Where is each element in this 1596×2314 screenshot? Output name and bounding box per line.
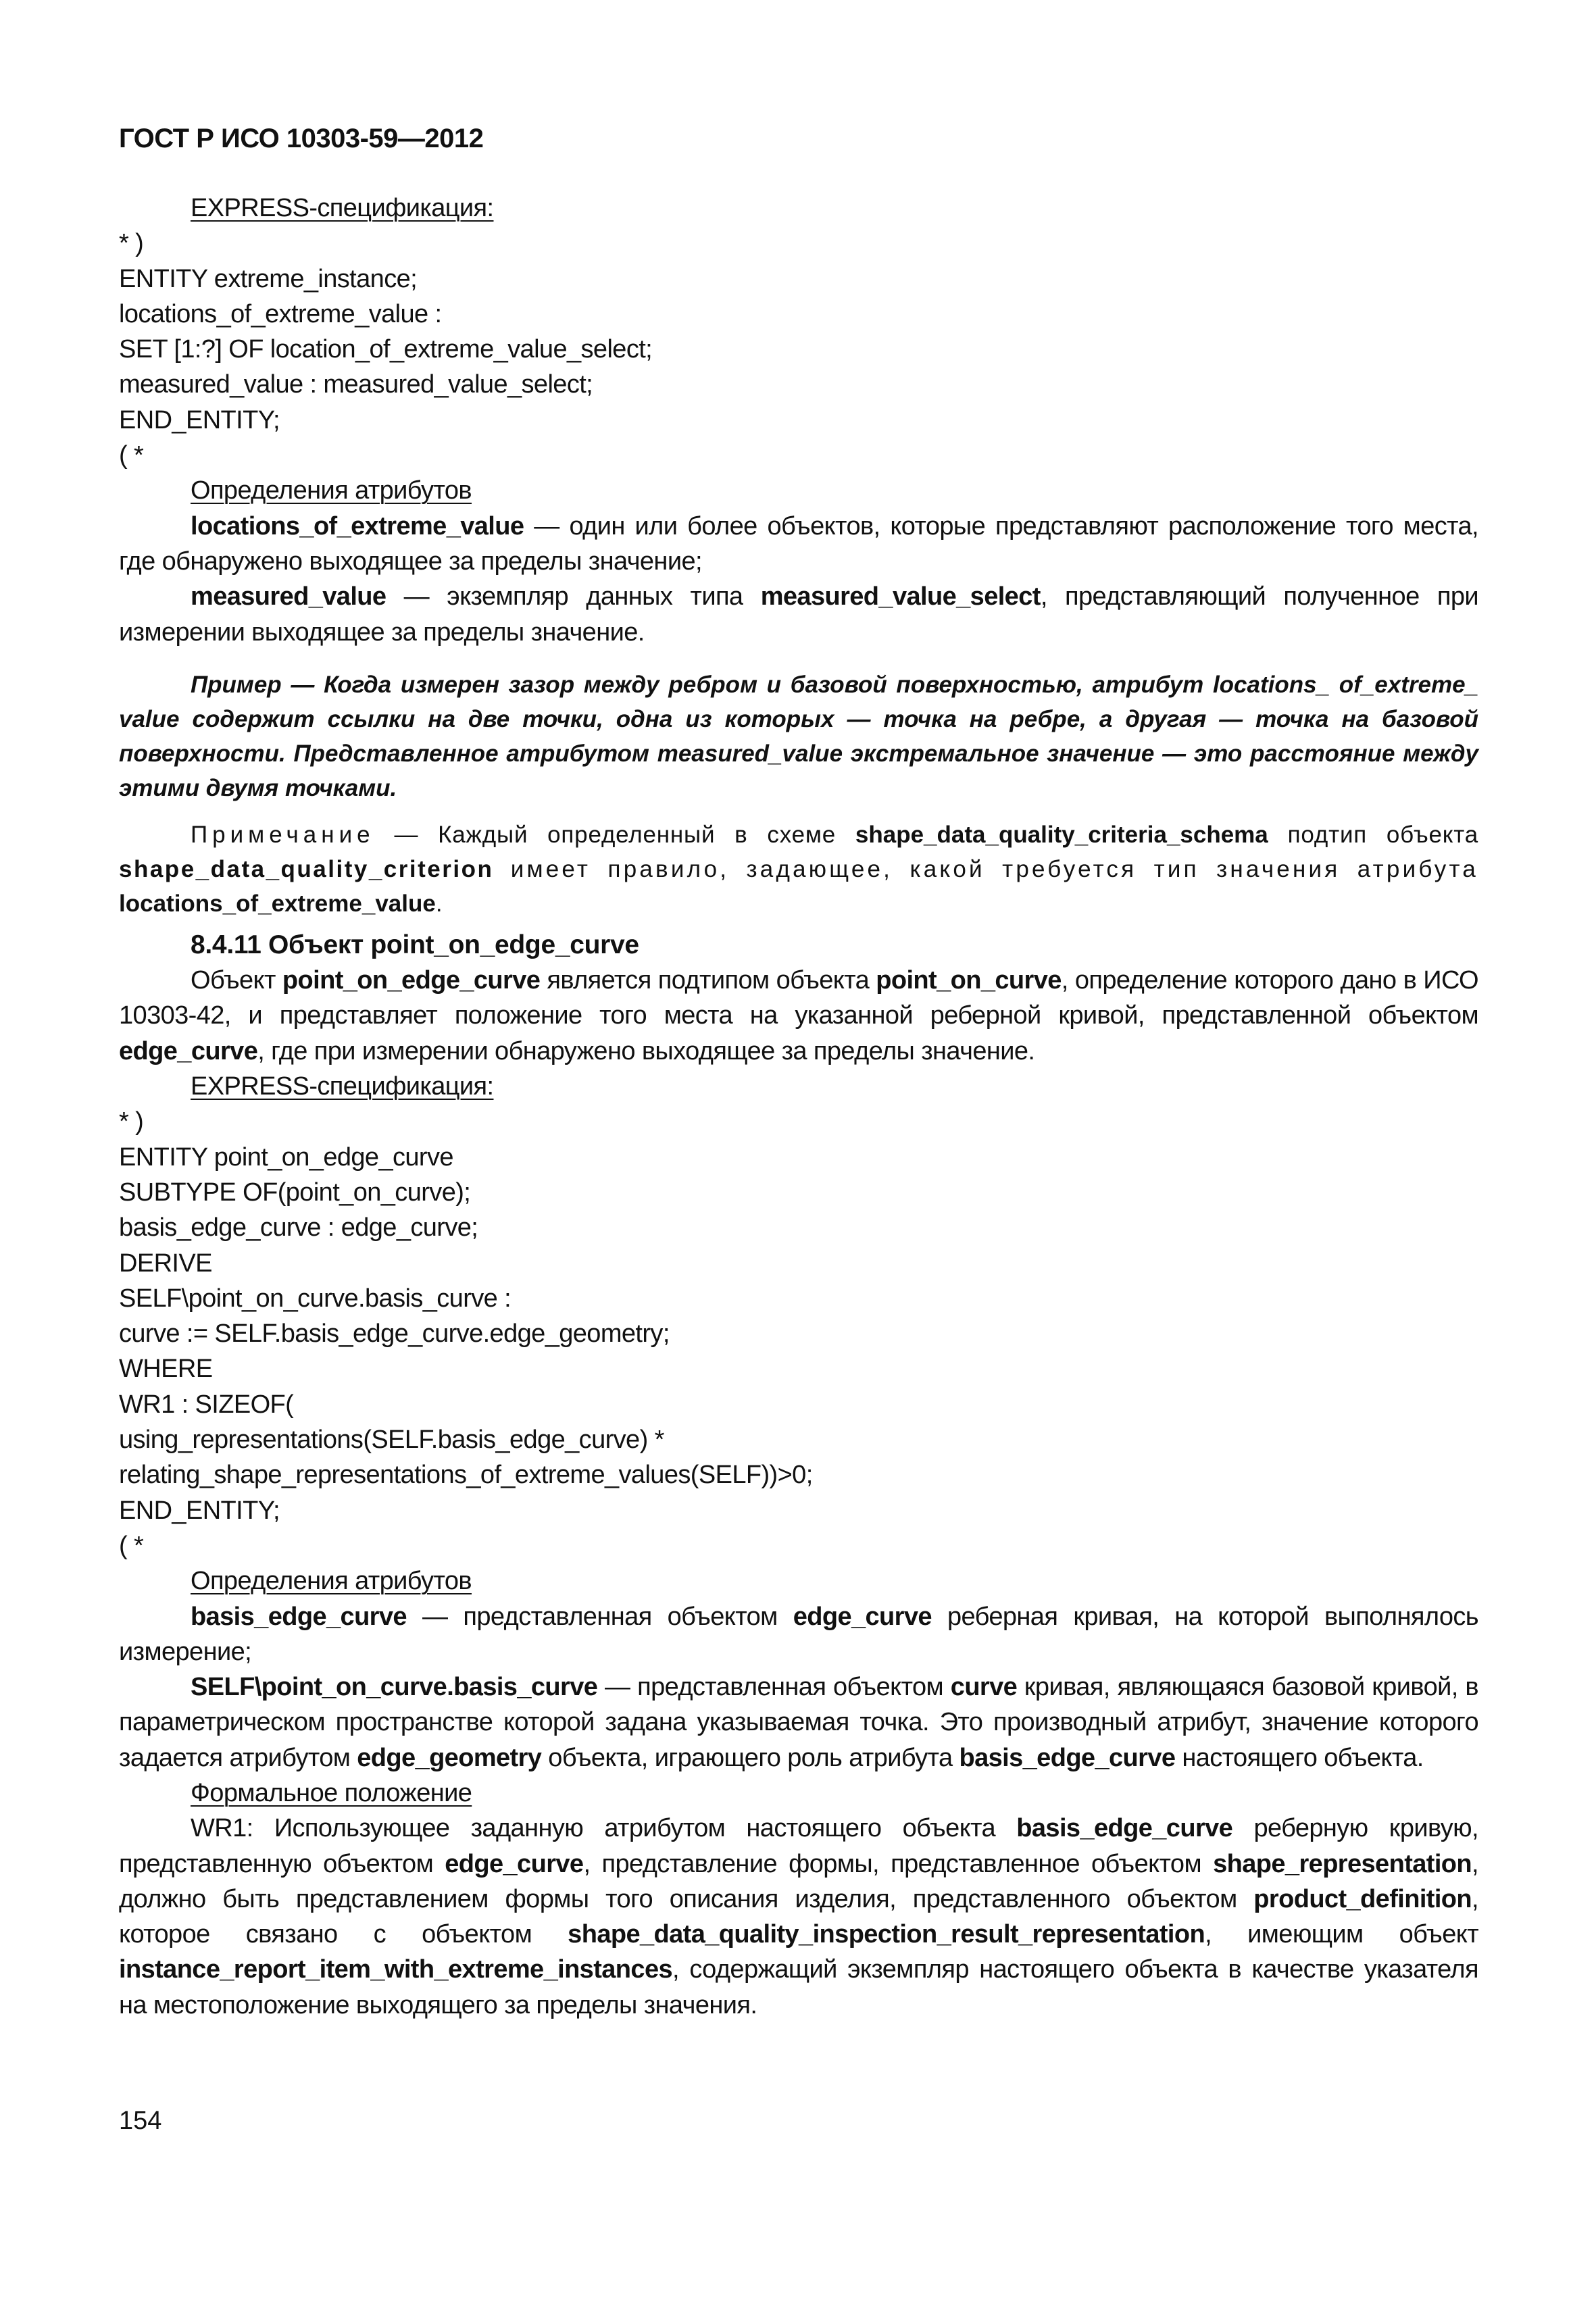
code-line: WHERE [119, 1355, 213, 1384]
attribute-name: basis_edge_curve [191, 1602, 407, 1631]
code-line: ( * [119, 1531, 144, 1560]
page-number: 154 [119, 2107, 162, 2135]
attributes-label: Определения атрибутов [191, 476, 472, 505]
attribute-name: measured_value [191, 582, 386, 611]
example-paragraph: Пример — Когда измерен зазор между ребром и базовой поверхностью, атрибут locations_ of_extreme_ value содержит ссылки на две точки, одна из которых — точка на ребре, а другая — точка на базовой поверхности. Представленное атрибутом measured_value экстремальное значение — это расстояние между этими двумя точками. [119, 671, 1478, 801]
attribute-name: locations_of_extreme_value [191, 511, 524, 540]
attribute-definition: basis_edge_curve — представленная объектом edge_curve реберная кривая, на которой выполнялось измерение; [119, 1602, 1479, 1666]
code-line: SUBTYPE OF(point_on_curve); [119, 1178, 471, 1207]
code-line: locations_of_extreme_value : [119, 299, 442, 328]
code-line: SET [1:?] OF location_of_extreme_value_select; [119, 335, 653, 364]
express-spec-label: EXPRESS-спецификация: [191, 194, 494, 222]
code-line: using_representations(SELF.basis_edge_curve) * [119, 1426, 664, 1455]
code-line: DERIVE [119, 1249, 212, 1278]
attribute-name: SELF\point_on_curve.basis_curve [191, 1673, 598, 1702]
code-line: measured_value : measured_value_select; [119, 370, 593, 399]
code-line: basis_edge_curve : edge_curve; [119, 1213, 478, 1242]
attribute-definition: SELF\point_on_curve.basis_curve — представленная объектом curve кривая, являющаяся базовой кривой, в параметрическом пространстве которой задана указываемая точка. Это производный атрибут, значение которого задается атрибутом edge_geometry объекта, играющего роль атрибута basis_edge_curve настоящего объекта. [119, 1673, 1478, 1772]
code-line: ENTITY point_on_edge_curve [119, 1142, 453, 1172]
document-header: ГОСТ Р ИСО 10303-59—2012 [119, 124, 484, 153]
code-line: END_ENTITY; [119, 1496, 280, 1525]
document-page [119, 122, 1478, 2023]
code-line: SELF\point_on_curve.basis_curve : [119, 1284, 512, 1313]
code-line: curve := SELF.basis_edge_curve.edge_geometry; [119, 1319, 670, 1349]
code-line: ( * [119, 441, 144, 470]
note-paragraph: Примечание — Каждый определенный в схеме shape_data_quality_criteria_schema подтип объекта shape_data_quality_criterion имеет правило, задающее, какой требуется тип значения атрибута locations_of_extreme_value. [119, 821, 1478, 917]
code-line: ENTITY extreme_instance; [119, 264, 418, 293]
note-label: Примечание [191, 821, 375, 848]
section-title: 8.4.11 Объект point_on_edge_curve [191, 930, 639, 959]
code-line: WR1 : SIZEOF( [119, 1390, 294, 1419]
attribute-definition: measured_value — экземпляр данных типа measured_value_select, представляющий полученное при измерении выходящее за пределы значение. [119, 582, 1478, 647]
express-spec-label: EXPRESS-спецификация: [191, 1072, 494, 1101]
attributes-label: Определения атрибутов [191, 1567, 472, 1596]
code-line: * ) [119, 1107, 144, 1136]
section-intro: Объект point_on_edge_curve является подтипом объекта point_on_curve, определение которого дано в ИСО 10303-42, и представляет положение того места на указанной реберной кривой, представленной объектом edge_curve, где при измерении обнаружено выходящее за пределы значение. [119, 966, 1478, 1065]
attribute-definition: locations_of_extreme_value — один или более объектов, которые представляют расположение того места, где обнаружено выходящее за пределы значение; [119, 511, 1478, 576]
code-line: * ) [119, 229, 144, 258]
formal-statement-label: Формальное положение [191, 1778, 472, 1807]
formal-statement: WR1: Использующее заданную атрибутом настоящего объекта basis_edge_curve реберную кривую, представленную объектом edge_curve, представление формы, представленное объектом shape_representation, должно быть представлением формы того описания изделия, представленного объектом product_definition, которое связано с объектом shape_data_quality_inspection_result_representation, имеющим объект instance_report_item_with_extreme_instances, содержащий экземпляр настоящего объекта в качестве указателя на местоположение выходящего за пределы значения. [119, 1814, 1479, 2019]
code-line: END_ENTITY; [119, 405, 280, 434]
code-line: relating_shape_representations_of_extreme_values(SELF))>0; [119, 1461, 813, 1490]
